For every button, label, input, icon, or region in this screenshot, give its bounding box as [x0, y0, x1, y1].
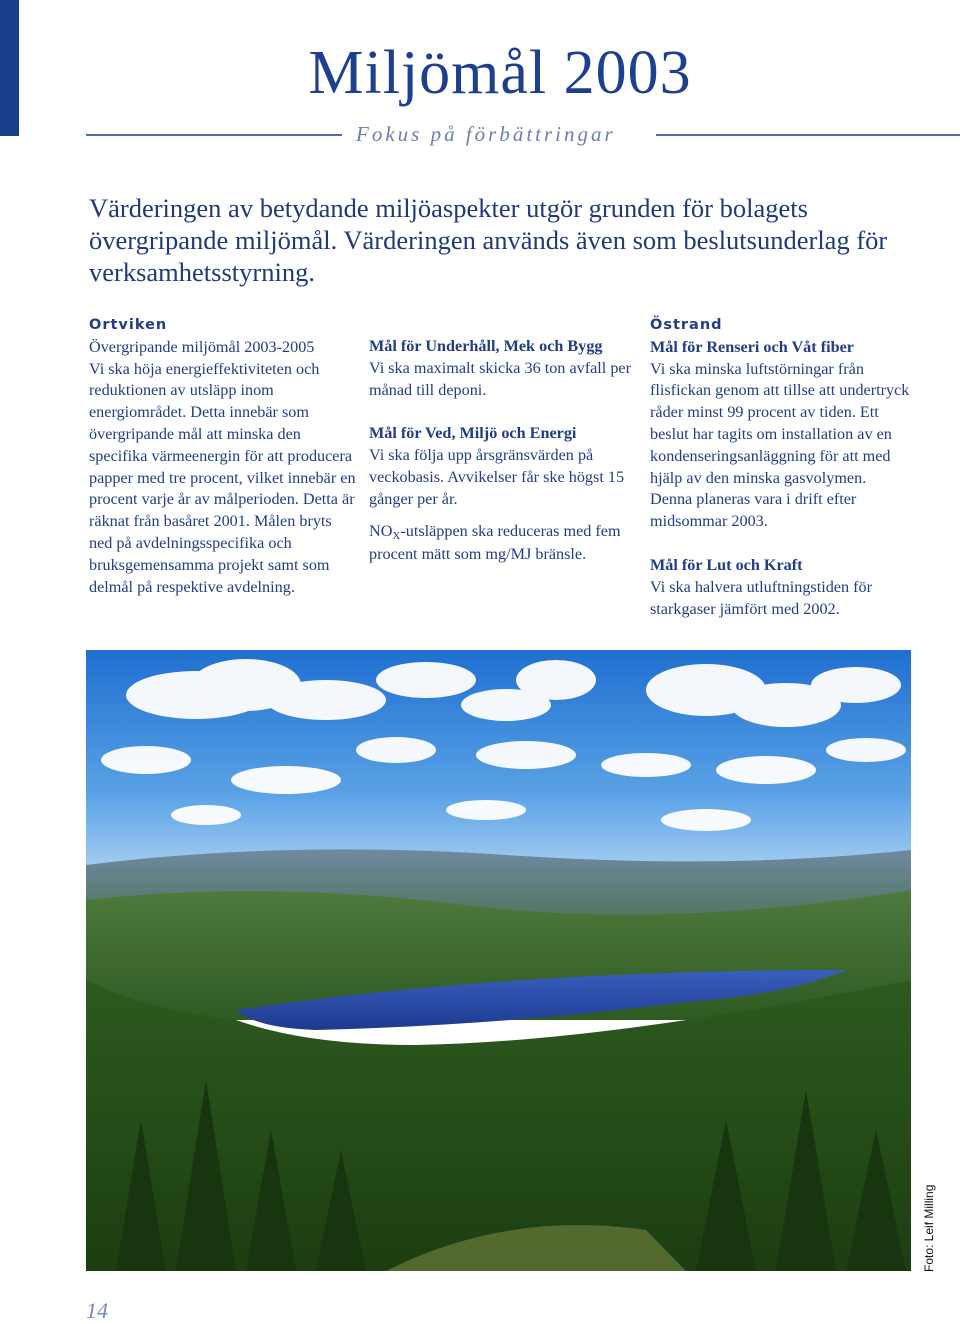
page-title: Miljömål 2003	[308, 39, 692, 107]
site-heading-ostrand: Östrand	[650, 317, 723, 333]
goal-text-ved: Vi ska följa upp årsgränsvärden på veckobasis. Avvikelser får ske högst 15 gånger per år.	[369, 446, 625, 508]
landscape-illustration	[86, 650, 911, 1271]
subtitle-rule-left	[86, 134, 342, 136]
subtitle-rule-right	[656, 134, 960, 136]
column-ortviken	[89, 314, 359, 598]
goal-block-ved	[369, 423, 637, 510]
goal-title-renseri: Mål för Renseri och Våt fiber	[650, 337, 854, 356]
intro-paragraph: Värderingen av betydande miljöaspekter utgör grunden för bolagets övergripande miljömål. Värderingen används även som beslutsunderlag för verksamhetsstyrning.	[89, 193, 888, 287]
goal-text-lut: Vi ska halvera utluftningstiden för starkgaser jämfört med 2002.	[650, 577, 873, 618]
goal-title-ved: Mål för Ved, Miljö och Energi	[369, 424, 577, 443]
column-ostrand	[650, 314, 912, 642]
nox-subscript: X	[392, 529, 401, 542]
page-number: 14	[86, 1298, 108, 1323]
landscape-photo	[86, 650, 911, 1271]
nox-prefix: NO	[369, 521, 393, 540]
goal-block-renseri	[650, 337, 912, 533]
nox-paragraph	[369, 521, 637, 567]
goal-text-renseri: Vi ska minska luftstörningar från flisfickan genom att tillse att undertryck råder minst 99 procent av tiden. Ett beslut har tagits om installation av en kondenseringsanläggning för att med hjälp av den minska gasvolymen. Denna planeras vara i drift efter midsommar 2003.	[650, 359, 910, 531]
site-heading-ortviken: Ortviken	[89, 317, 168, 333]
goal-text-overall: Vi ska höja energieffektiviteten och reduktionen av utsläpp inom energiområdet. Detta innebär som övergripande mål att minska den specifika värmeenergin för att producera papper med tre procent, vilket innebär en procent varje år av målperioden. Detta är räknat från basåret 2001. Målen bryts ned på avdelningsspecifika och bruksgemensamma projekt samt som delmål på respektive avdelning.	[89, 359, 356, 596]
nox-text: -utsläppen ska reduceras med fem procent mätt som mg/MJ bränsle.	[369, 521, 621, 564]
goal-title-underhall: Mål för Underhåll, Mek och Bygg	[369, 337, 603, 355]
page-subtitle: Fokus på förbättringar	[356, 122, 616, 146]
subtitle-row	[86, 122, 960, 150]
photo-credit: Foto: Leif Milling	[922, 1184, 936, 1272]
goal-block-underhall	[369, 336, 637, 401]
goal-text-underhall: Vi ska maximalt skicka 36 ton avfall per månad till deponi.	[369, 358, 632, 399]
goal-title-overall: Övergripande miljömål 2003-2005	[89, 337, 315, 356]
column-middle	[369, 336, 637, 566]
goal-title-lut: Mål för Lut och Kraft	[650, 555, 803, 574]
goal-block-lut	[650, 555, 912, 620]
